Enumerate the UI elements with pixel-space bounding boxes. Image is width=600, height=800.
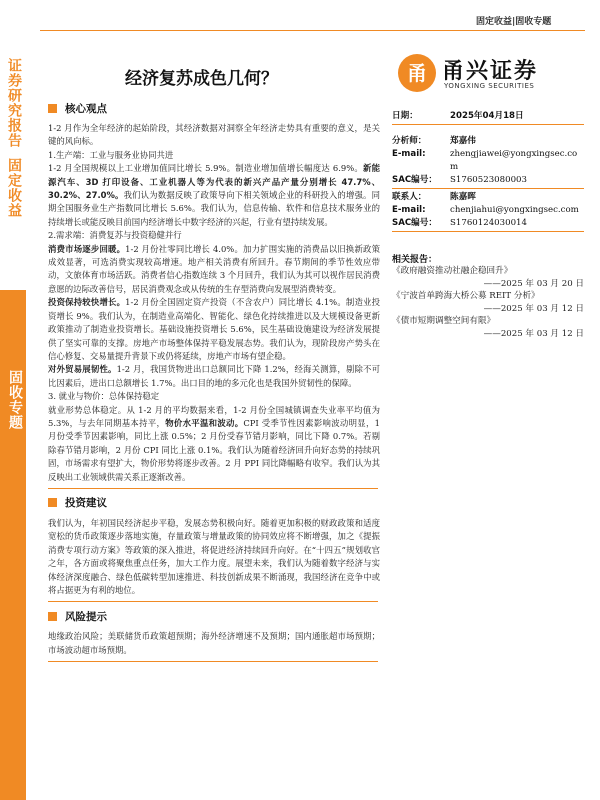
sac1-row: [392, 174, 584, 187]
s1-body-c: 我们认为数据反映了政策导向下相关领域企业的科研投入的增强。同期全国服务业生产指数同比增长 5.6%。我们认为，信息传输、软件和信息技术服务业的持续增长或能反映目前国内经济增长中数字经济的兴起，行业有望持续发展。: [48, 190, 380, 227]
related-report-title[interactable]: 《债市短期调整空间有限》: [392, 316, 496, 326]
risk-section-title: 风险提示: [65, 610, 107, 623]
s1-body-a: 1-2 月全国规模以上工业增加值同比增长 5.9%。制造业增加值增长幅度达 6.9%。: [48, 163, 364, 174]
section-divider: [48, 488, 378, 489]
logo-mark-icon: 甬: [398, 54, 436, 92]
s1-heading: 1.生产端：工业与服务业协同共进: [48, 149, 174, 160]
contact-row: [392, 191, 584, 204]
email1-value[interactable]: zhengjiawei@yongxingsec.com: [450, 149, 578, 172]
section-divider: [48, 661, 378, 662]
related-report-title[interactable]: 《宁波首单跨海大桥公募 REIT 分析》: [392, 291, 540, 301]
section-square-icon: [48, 104, 57, 113]
s2-para-trade: [48, 363, 380, 390]
info-divider: [392, 188, 584, 189]
email1-row: [392, 148, 584, 174]
header-category: 固定收益|固收专题: [476, 17, 552, 27]
section-square-icon: [48, 498, 57, 507]
contact-value: 陈嘉晖: [450, 192, 476, 202]
sac2-row: [392, 217, 584, 230]
s2-p1-body: 1-2 月份社零同比增长 4.0%。加力扩围实施的消费品以旧换新政策成效显著，可选消费实现较高增速。地产相关消费有所回升。春节期间的季节性效应带动，文旅体育市场活跃。消费者信心指数连续 3 个月回升，我们认为其可以视作居民消费意愿的边际改善信号，居民消费观念或从传统的生存型消费向发展型消费转变。: [48, 243, 381, 294]
sidebar-top: [0, 0, 26, 280]
related-report-date: ——2025 年 03 月 12 日: [483, 303, 584, 314]
related-report-item[interactable]: [392, 315, 584, 340]
s2-p2-body: 1-2 月份全国固定资产投资（不含农户）同比增长 4.1%。制造业投资增长 9%。我们认为，在制造业高端化、智能化、绿色化持续推进以及大规模设备更新政策推动了制造业投资增长。基础设施投资增长 5.6%，民生基础设施建设为经济发展提供了坚实可靠的支撑。房地产市场整体保持平稳发展态势。我们认为，现阶段房产势头在信心修复、交易量提升背景下或仍将延续，房地产市场有望企稳。: [48, 297, 381, 361]
s2-p1-bold: 消费市场逐步回暖。: [48, 243, 126, 254]
related-report-title[interactable]: 《政府融资推动社融企稳回升》: [392, 266, 513, 276]
s2-p3-bold: 对外贸易展韧性。: [48, 364, 117, 375]
sac1-value: S1760523080003: [450, 175, 527, 185]
s3-body-b: CPI 受季节性因素影响波动明显，1 月份受季节因素影响，同比上涨 0.5%；2 月份受春节错月影响，同比下降 0.7%。若剔除春节错月影响，2 月份 CPI 同比上涨 0.1%。我们认为随着经济回升向好态势的持续巩固，市场需求有望扩大，物价形势将逐步改善。2 月 PPI 同比降幅略有收窄。我们认为其反映出工业领域供需关系正逐渐改善。: [48, 417, 381, 482]
date-row: [392, 110, 584, 123]
invest-section-header: [48, 495, 380, 511]
s2-p3-body: 1-2 月，我国货物进出口总额同比下降 1.2%，经海关测算，剔除不可比因素后，进出口总额增长 1.7%。出口目的地的多元化也是我国外贸韧性的保障。: [48, 364, 380, 388]
related-report-item[interactable]: [392, 290, 584, 315]
core-intro: 1-2 月作为全年经济的起始阶段，其经济数据对洞察全年经济走势具有重要的意义，是关键的风向标。: [48, 123, 380, 147]
info-panel: [392, 110, 584, 340]
sidebar-label-topic: 固收专题: [7, 370, 23, 430]
s1-body-bold: 新能源汽车、3D 打印设备、工业机器人等为代表的新兴产品产量分别增长 47.7%、30.2%、27.0%。: [48, 163, 381, 201]
email2-value[interactable]: chenjiahui@yongxingsec.com: [450, 205, 579, 215]
risk-section-header: [48, 608, 380, 624]
contact-label: 联系人：: [392, 192, 427, 202]
email2-row: [392, 204, 584, 217]
s2-heading: 2.需求端：消费复苏与投资稳健并行: [48, 230, 182, 241]
s3-body-a: 就业形势总体稳定。从 1-2 月的平均数据来看，1-2 月份全国城镇调查失业率平均值为 5.3%，与去年同期基本持平，: [48, 404, 380, 428]
related-report-date: ——2025 年 03 月 12 日: [483, 328, 584, 339]
sidebar-label-report: 证券研究报告: [6, 58, 22, 148]
related-report-item[interactable]: [392, 265, 584, 290]
logo-cn-text: 甬兴证券: [442, 59, 539, 84]
s2-para-investment: [48, 296, 380, 363]
s3-body-bold: 物价水平温和波动。: [165, 417, 244, 428]
section-square-icon: [48, 612, 57, 621]
email1-label: E-mail:: [392, 149, 426, 159]
invest-section-title: 投资建议: [65, 497, 107, 510]
s3-heading: 3. 就业与物价：总体保持稳定: [48, 391, 160, 402]
core-section-title: 核心观点: [65, 102, 107, 115]
date-value: 2025年04月18日: [450, 111, 524, 121]
related-reports-title: 相关报告：: [392, 255, 438, 265]
s1-body: [48, 162, 380, 229]
header-divider: [40, 30, 585, 31]
page-title: 经济复苏成色几何？: [125, 69, 278, 89]
sac2-value: S1760124030014: [450, 218, 527, 228]
invest-body: 我们认为，年初国民经济起步平稳，发展态势积极向好。随着更加积极的财政政策和适度宽松的货币政策逐步落地实施，存量政策与增量政策的协同效应将不断增强，加之《提振消费专项行动方案》等政策的深入推进，将促进经济持续回升向好。在“十四五”规划收官之年，各方面或将聚焦重点任务，加大工作力度。展望未来，我们认为随着数字经济与实体经济深度融合、绿色低碳转型加速推进、科技创新成果不断涌现，我国经济在竞争中或将占据更为有利的地位。: [48, 517, 380, 595]
company-logo: [398, 52, 578, 94]
s2-p2-bold: 投资保持较快增长。: [48, 297, 126, 308]
date-label: 日期：: [392, 111, 418, 121]
email2-label: E-mail:: [392, 205, 426, 215]
analyst-row: [392, 135, 584, 148]
main-content: [48, 100, 380, 668]
analyst-label: 分析师：: [392, 136, 427, 146]
core-section-header: [48, 100, 380, 116]
sidebar: [0, 0, 26, 800]
info-divider: [392, 124, 584, 125]
info-divider: [392, 231, 584, 232]
s2-para-consumption: [48, 243, 380, 297]
logo-en-text: YONGXING SECURITIES: [444, 82, 535, 90]
s3-body: [48, 404, 380, 484]
sac1-label: SAC编号：: [392, 175, 437, 185]
sidebar-orange-band: [0, 290, 26, 800]
section-divider: [48, 601, 378, 602]
sidebar-label-fixed-income: 固定收益: [6, 158, 22, 218]
related-report-date: ——2025 年 03 月 20 日: [483, 278, 584, 289]
risk-body: 地缘政治风险；美联储货币政策超预期；海外经济增速不及预期；国内通胀超市场预期；市场波动超市场预期。: [48, 631, 380, 655]
sac2-label: SAC编号：: [392, 218, 437, 228]
analyst-value: 郑嘉伟: [450, 136, 476, 146]
